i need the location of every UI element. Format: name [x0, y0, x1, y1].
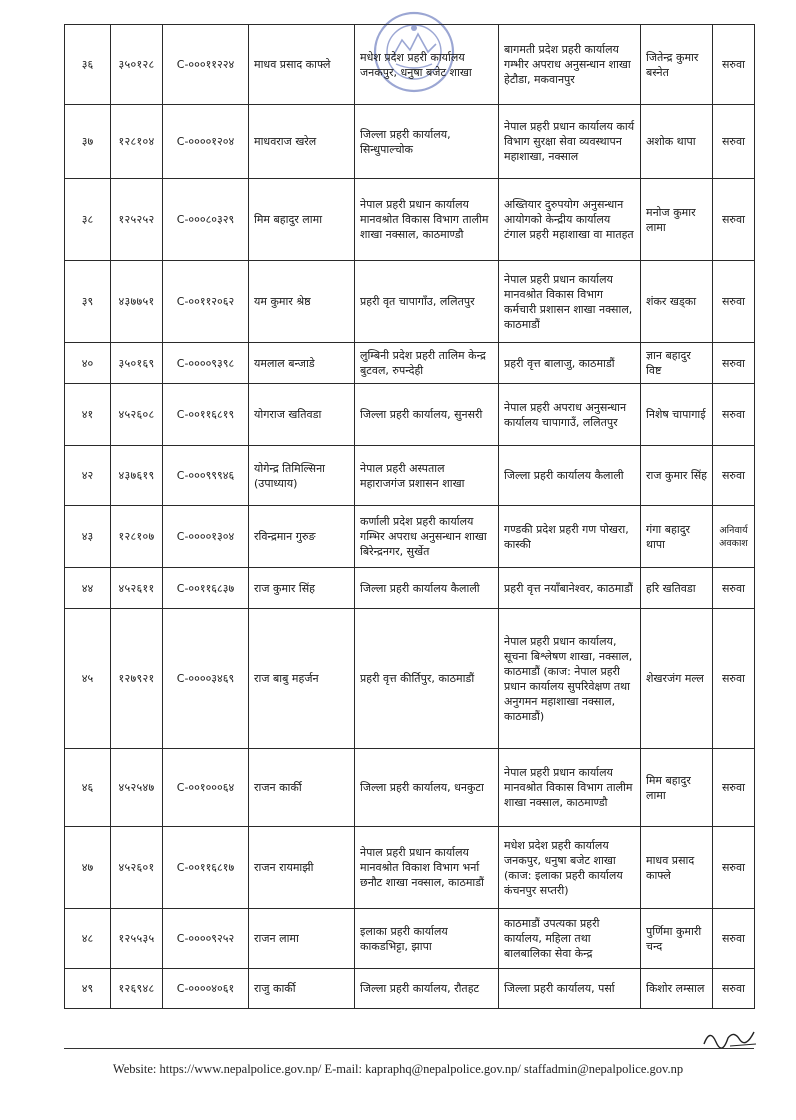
transfer-status: सरुवा — [713, 384, 755, 446]
new-office: गण्डकी प्रदेश प्रहरी गण पोखरा, कास्की — [499, 506, 641, 568]
footer-divider — [64, 1048, 754, 1049]
staff-code: C-००११६८१९ — [163, 384, 249, 446]
replacement-officer: जितेन्द्र कुमार बस्नेत — [641, 25, 713, 105]
transfer-status: सरुवा — [713, 749, 755, 827]
police-id: १२६९४८ — [111, 969, 163, 1009]
table-row — [65, 179, 755, 261]
transfer-status: सरुवा — [713, 827, 755, 909]
serial-number: ३६ — [65, 25, 111, 105]
table-row — [65, 506, 755, 568]
current-office: प्रहरी वृत चापागाँउ, ललितपुर — [355, 261, 499, 343]
officer-name: यम कुमार श्रेष्ठ — [249, 261, 355, 343]
officer-name: राजन कार्की — [249, 749, 355, 827]
replacement-officer: गंगा बहादुर थापा — [641, 506, 713, 568]
transfer-status: सरुवा — [713, 179, 755, 261]
new-office: जिल्ला प्रहरी कार्यालय कैलाली — [499, 446, 641, 506]
new-office: अख्तियार दुरुपयोग अनुसन्धान आयोगको केन्द्रीय कार्यालय टंगाल प्रहरी महाशाखा वा मातहत — [499, 179, 641, 261]
table-row — [65, 384, 755, 446]
new-office: काठमाडौं उपत्यका प्रहरी कार्यालय, महिला तथा बालबालिका सेवा केन्द्र — [499, 909, 641, 969]
staff-code: C-००००३४६९ — [163, 609, 249, 749]
current-office: प्रहरी वृत्त कीर्तिपुर, काठमाडौं — [355, 609, 499, 749]
officer-name: योगेन्द्र तिमिल्सिना (उपाध्याय) — [249, 446, 355, 506]
officer-name: राजन लामा — [249, 909, 355, 969]
police-id: १२८१०४ — [111, 105, 163, 179]
officer-name: राजन रायमाझी — [249, 827, 355, 909]
current-office: मधेश प्रदेश प्रहरी कार्यालय जनकपुर, धनुषा बजेट शाखा — [355, 25, 499, 105]
officer-name: राज बाबु महर्जन — [249, 609, 355, 749]
police-id: ४५२५४७ — [111, 749, 163, 827]
serial-number: ४६ — [65, 749, 111, 827]
transfer-status: सरुवा — [713, 969, 755, 1009]
officer-name: राज कुमार सिंह — [249, 568, 355, 609]
replacement-officer: पुर्णिमा कुमारी चन्द — [641, 909, 713, 969]
police-id: १२८१०७ — [111, 506, 163, 568]
police-id: १२७९२१ — [111, 609, 163, 749]
new-office: नेपाल प्रहरी प्रधान कार्यालय, सूचना बिश्लेषण शाखा, नक्साल, काठमाडौं (काज: नेपाल प्रहरी प्रधान कार्यालय सुपरिवेक्षण तथा अनुगमन महाशाखा नक्साल, काठमाडौं) — [499, 609, 641, 749]
footer-contact: Website: https://www.nepalpolice.gov.np/ E-mail: kapraphq@nepalpolice.gov.np/ staffadmin@nepalpolice.gov.np — [112, 1062, 684, 1076]
table-row — [65, 105, 755, 179]
staff-code: C-००००४०६१ — [163, 969, 249, 1009]
table-row — [65, 343, 755, 384]
current-office: इलाका प्रहरी कार्यालय काकडभिट्टा, झापा — [355, 909, 499, 969]
police-id: ३५०१२८ — [111, 25, 163, 105]
staff-code: C-०००११२२४ — [163, 25, 249, 105]
serial-number: ४९ — [65, 969, 111, 1009]
current-office: जिल्ला प्रहरी कार्यालय कैलाली — [355, 568, 499, 609]
staff-code: C-००००९२५२ — [163, 909, 249, 969]
replacement-officer: अशोक थापा — [641, 105, 713, 179]
current-office: जिल्ला प्रहरी कार्यालय, धनकुटा — [355, 749, 499, 827]
replacement-officer: शंकर खड्का — [641, 261, 713, 343]
officer-name: यमलाल बन्जाडे — [249, 343, 355, 384]
police-id: ३५०१६९ — [111, 343, 163, 384]
current-office: जिल्ला प्रहरी कार्यालय, सिन्धुपाल्चोक — [355, 105, 499, 179]
replacement-officer: किशोर लम्साल — [641, 969, 713, 1009]
replacement-officer: राज कुमार सिंह — [641, 446, 713, 506]
serial-number: ३७ — [65, 105, 111, 179]
staff-code: C-००००१२०४ — [163, 105, 249, 179]
current-office: जिल्ला प्रहरी कार्यालय, रौतहट — [355, 969, 499, 1009]
serial-number: ३९ — [65, 261, 111, 343]
table-row — [65, 568, 755, 609]
officer-name: माधवराज खरेल — [249, 105, 355, 179]
officer-name: राजु कार्की — [249, 969, 355, 1009]
signature — [700, 1022, 760, 1054]
new-office: मधेश प्रदेश प्रहरी कार्यालय जनकपुर, धनुषा बजेट शाखा (काज: इलाका प्रहरी कार्यालय कंचनपुर सप्तरी) — [499, 827, 641, 909]
police-id: ४५२६११ — [111, 568, 163, 609]
staff-code: C-०००८०३२९ — [163, 179, 249, 261]
transfer-status: अनिवार्य अवकाश — [713, 506, 755, 568]
new-office: जिल्ला प्रहरी कार्यालय, पर्सा — [499, 969, 641, 1009]
staff-code: C-००११६८३७ — [163, 568, 249, 609]
police-id: १२५५३५ — [111, 909, 163, 969]
staff-code: C-०००९९९४६ — [163, 446, 249, 506]
serial-number: ४३ — [65, 506, 111, 568]
serial-number: ४७ — [65, 827, 111, 909]
new-office: प्रहरी वृत्त नयाँबानेश्वर, काठमाडौं — [499, 568, 641, 609]
officer-name: माधव प्रसाद काफ्ले — [249, 25, 355, 105]
replacement-officer: माधव प्रसाद काफ्ले — [641, 827, 713, 909]
table-row — [65, 446, 755, 506]
officer-name: योगराज खतिवडा — [249, 384, 355, 446]
serial-number: ४५ — [65, 609, 111, 749]
transfer-status: सरुवा — [713, 25, 755, 105]
police-id: १२५२५२ — [111, 179, 163, 261]
new-office: प्रहरी वृत्त बालाजु, काठमाडौं — [499, 343, 641, 384]
serial-number: ४० — [65, 343, 111, 384]
transfer-status: सरुवा — [713, 446, 755, 506]
current-office: लुम्बिनी प्रदेश प्रहरी तालिम केन्द्र बुटवल, रुपन्देही — [355, 343, 499, 384]
replacement-officer: हरि खतिवडा — [641, 568, 713, 609]
table-row — [65, 969, 755, 1009]
police-id: ४५२६०१ — [111, 827, 163, 909]
table-row — [65, 827, 755, 909]
serial-number: ४८ — [65, 909, 111, 969]
officer-name: रविन्द्रमान गुरुङ — [249, 506, 355, 568]
current-office: नेपाल प्रहरी अस्पताल महाराजगंज प्रशासन शाखा — [355, 446, 499, 506]
serial-number: ४१ — [65, 384, 111, 446]
transfer-status: सरुवा — [713, 105, 755, 179]
current-office: नेपाल प्रहरी प्रधान कार्यालय मानवश्रोत विकाश विभाग भर्ना छनौट शाखा नक्साल, काठमाडौं — [355, 827, 499, 909]
table-row — [65, 609, 755, 749]
current-office: नेपाल प्रहरी प्रधान कार्यालय मानवश्रोत विकास विभाग तालीम शाखा नक्साल, काठमाण्डौ — [355, 179, 499, 261]
staff-code: C-००००१३०४ — [163, 506, 249, 568]
replacement-officer: निशेष चापागाई — [641, 384, 713, 446]
police-id: ४३७७५१ — [111, 261, 163, 343]
new-office: नेपाल प्रहरी प्रधान कार्यालय कार्य विभाग सुरक्षा सेवा व्यवस्थापन महाशाखा, नक्साल — [499, 105, 641, 179]
transfer-table — [64, 24, 755, 1009]
new-office: नेपाल प्रहरी प्रधान कार्यालय मानवश्रोत विकास विभाग तालीम शाखा नक्साल, काठमाण्डौ — [499, 749, 641, 827]
serial-number: ४२ — [65, 446, 111, 506]
transfer-status: सरुवा — [713, 261, 755, 343]
police-id: ४३७६१९ — [111, 446, 163, 506]
staff-code: C-००११६८१७ — [163, 827, 249, 909]
replacement-officer: ज्ञान बहादुर विष्ट — [641, 343, 713, 384]
staff-code: C-००००९३९८ — [163, 343, 249, 384]
transfer-status: सरुवा — [713, 609, 755, 749]
transfer-status: सरुवा — [713, 343, 755, 384]
officer-name: मिम बहादुर लामा — [249, 179, 355, 261]
current-office: जिल्ला प्रहरी कार्यालय, सुनसरी — [355, 384, 499, 446]
table-row — [65, 749, 755, 827]
staff-code: C-००१०००६४ — [163, 749, 249, 827]
staff-code: C-००११२०६२ — [163, 261, 249, 343]
new-office: नेपाल प्रहरी अपराध अनुसन्धान कार्यालय चापागाउँ, ललितपुर — [499, 384, 641, 446]
serial-number: ४४ — [65, 568, 111, 609]
replacement-officer: मनोज कुमार लामा — [641, 179, 713, 261]
table-row — [65, 261, 755, 343]
replacement-officer: मिम बहादुर लामा — [641, 749, 713, 827]
serial-number: ३८ — [65, 179, 111, 261]
table-row — [65, 25, 755, 105]
new-office: नेपाल प्रहरी प्रधान कार्यालय मानवश्रोत विकास विभाग कर्मचारी प्रशासन शाखा नक्साल, काठमाडौं — [499, 261, 641, 343]
transfer-status: सरुवा — [713, 909, 755, 969]
new-office: बागमती प्रदेश प्रहरी कार्यालय गम्भीर अपराध अनुसन्धान शाखा हेटौडा, मकवानपुर — [499, 25, 641, 105]
replacement-officer: शेखरजंग मल्ल — [641, 609, 713, 749]
table-row — [65, 909, 755, 969]
current-office: कर्णाली प्रदेश प्रहरी कार्यालय गम्भिर अपराध अनुसन्धान शाखा बिरेन्द्रनगर, सुर्खेत — [355, 506, 499, 568]
transfer-status: सरुवा — [713, 568, 755, 609]
police-id: ४५२६०८ — [111, 384, 163, 446]
